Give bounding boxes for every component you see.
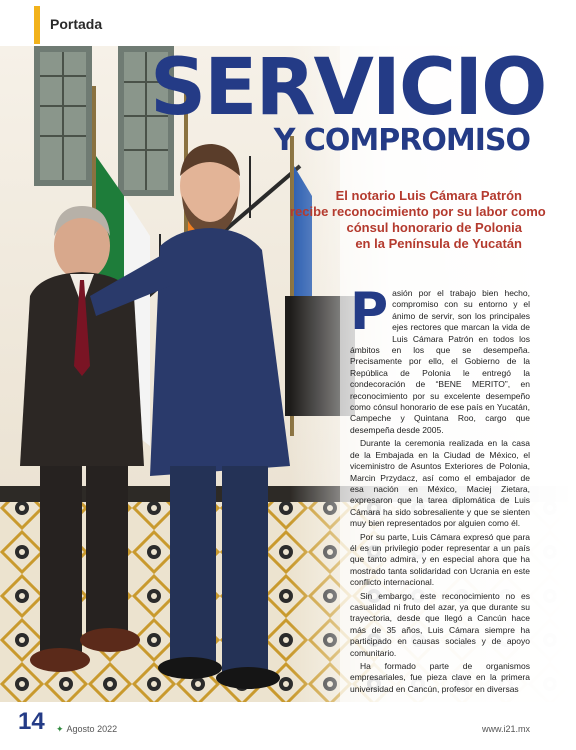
section-label: Portada	[50, 16, 103, 32]
subtitle-line: El notario Luis Cámara Patrón	[335, 188, 522, 203]
headline-subtitle	[290, 188, 546, 252]
article-paragraph: asión por el trabajo bien hecho, compromiso con su entorno y el ánimo de servir, son los principales ejes rectores que marcan la vida de Luis Cámara Patrón en todos los ámbitos en los que se desempeña. Precisamente por ello, el Gobierno de la República de Polonia le entregó la condecoración de “BENE MERITO”, en reconocimiento por su excelente desempeño como cónsul honorario de ese país en Yucatán, Campeche y Quintana Roo, cargo que desempeña desde 2005.	[350, 288, 530, 435]
subtitle-line: recibe reconocimiento por su labor como	[290, 204, 546, 219]
footer-date-text: Agosto 2022	[66, 724, 118, 734]
article-paragraph: Sin embargo, este reconocimiento no es casualidad ni fruto del azar, ya que durante su trayectoria, desde que llegó a Cancún hace más de 35 años, Luis Cámara siempre ha participado en causas sociales y de apoyo comunitario.	[350, 590, 530, 658]
article-paragraph: Durante la ceremonia realizada en la casa de la Embajada en la Ciudad de México, el viceministro de Asuntos Exteriores de Polonia, Marcin Przydacz, así como el embajador de esa nación en México, Maciej Zietara, expresaron que la tarea diplomática de Luis Cámara ha sido sobresaliente y que se sienten muy bien representados por alguien como él.	[350, 438, 530, 529]
article-body	[350, 282, 530, 697]
subtitle-line: cónsul honorario de Polonia	[346, 220, 522, 235]
leaf-icon: ✦	[56, 724, 64, 734]
page-number: 14	[18, 708, 45, 735]
footer-date	[56, 724, 117, 735]
subtitle-line: en la Península de Yucatán	[355, 236, 522, 251]
section-accent-bar	[34, 6, 40, 44]
article-paragraph: Por su parte, Luis Cámara expresó que para él es un privilegio poder representar a un país que tanto admira, y en especial ahora que ha mostrado tanta solidaridad con Ucrania en este conflicto internacional.	[350, 531, 530, 588]
headline-title: SERVICIO	[150, 43, 546, 133]
dropcap: P	[350, 282, 389, 342]
footer-website[interactable]: www.i21.mx	[481, 724, 530, 734]
headline-title-line2: Y COMPROMISO	[273, 123, 530, 158]
article-paragraph: Ha formado parte de organismos empresariales, fue pieza clave en la primera universidad en Cancún, profesor en diversas	[350, 661, 530, 694]
